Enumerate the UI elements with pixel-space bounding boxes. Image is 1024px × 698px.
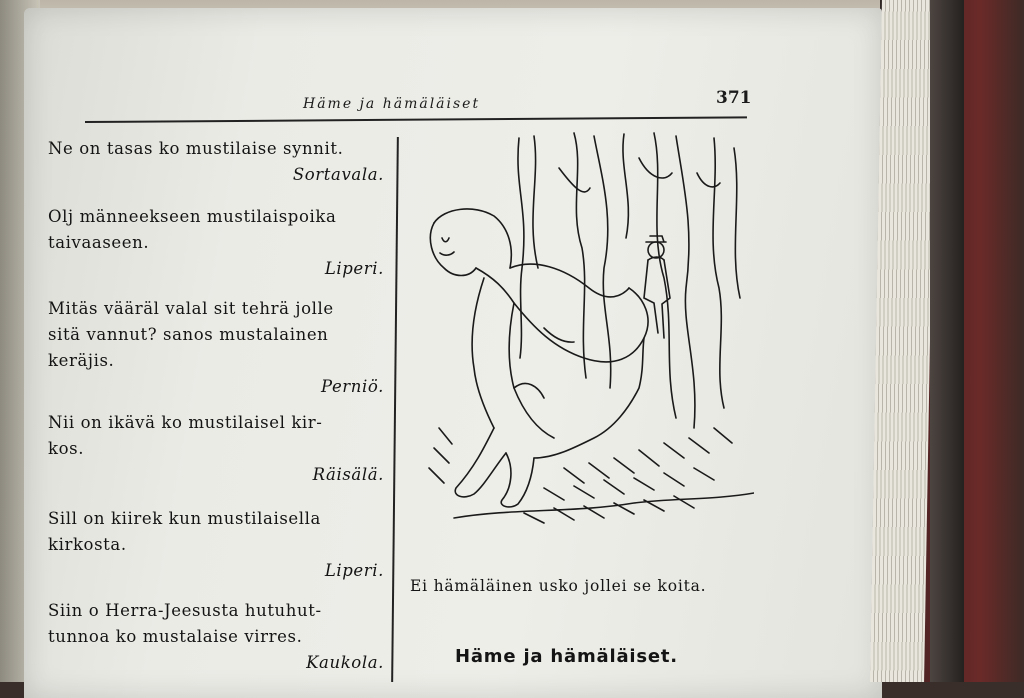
proverb-entry [48, 410, 390, 488]
proverb-place: Räisälä. [312, 465, 384, 484]
proverb-text-line: Sill on kiirek kun mustilaisella [48, 509, 321, 528]
proverb-text-line: taivaaseen. [48, 233, 150, 252]
proverb-text-line: keräjis. [48, 351, 115, 370]
proverb-place: Liperi. [324, 561, 384, 580]
proverb-place: Liperi. [324, 259, 384, 278]
proverb-text-line: Siin o Herra-Jeesusta hutuhut- [48, 601, 322, 620]
proverb-entry [48, 598, 390, 676]
proverb-entry [48, 136, 390, 188]
proverb-text-line: Ne on tasas ko mustilaise synnit. [48, 139, 344, 158]
proverb-text-line: kos. [48, 439, 85, 458]
proverb-text-line: kirkosta. [48, 535, 127, 554]
proverb-entry [48, 506, 390, 584]
woodcut-illustration-icon [414, 128, 754, 548]
illustration-caption: Ei hämäläinen usko jollei se koita. [410, 577, 707, 595]
proverb-text-line: tunnoa ko mustalaise virres. [48, 627, 303, 646]
page-number: 371 [716, 88, 752, 108]
running-head: Häme ja hämäläiset [303, 96, 481, 112]
proverb-place: Perniö. [320, 377, 384, 396]
proverb-text-line: Nii on ikävä ko mustilaisel kir- [48, 413, 323, 432]
proverb-place: Sortavala. [292, 165, 384, 184]
proverb-text-line: Mitäs vääräl valal sit tehrä jolle [48, 299, 334, 318]
proverb-entry [48, 296, 390, 400]
proverb-place: Kaukola. [306, 653, 384, 672]
proverb-text-line: Olj männeekseen mustilaispoika [48, 207, 337, 226]
proverb-entry [48, 204, 390, 282]
book-cover-edge [930, 0, 964, 682]
proverb-text-line: sitä vannut? sanos mustalainen [48, 325, 329, 344]
section-title: Häme ja hämäläiset. [455, 646, 678, 667]
